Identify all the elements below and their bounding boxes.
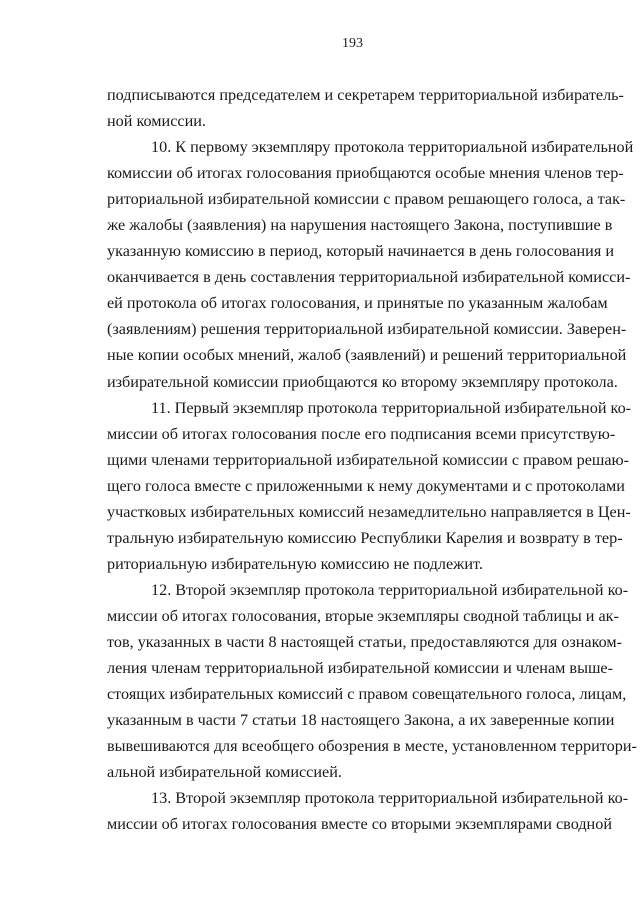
text-line: щими членами территориальной избирательной комиссии с правом решаю- <box>107 450 630 469</box>
text-line: 13. Второй экземпляр протокола территориальной избирательной ко- <box>151 789 629 808</box>
text-line: миссии об итогах голосования, вторые экземпляры сводной таблицы и ак- <box>107 606 619 625</box>
text-line: миссии об итогах голосования вместе со вторыми экземплярами сводной <box>107 815 612 834</box>
paragraph-item-10 <box>107 134 634 394</box>
text-line: ей протокола об итогах голосования, и принятые по указанным жалобам <box>107 294 608 313</box>
text-line: участковых избирательных комиссий незамедлительно направляется в Цен- <box>107 502 631 521</box>
text-line: избирательной комиссии приобщаются ко второму экземпляру протокола. <box>107 372 618 391</box>
text-line: же жалобы (заявления) на нарушения настоящего Закона, поступившие в <box>107 216 613 235</box>
text-line: комиссии об итогах голосования приобщаются особые мнения членов тер- <box>107 164 624 183</box>
text-line: альной избирательной комиссией. <box>107 763 342 782</box>
text-line: миссии об итогах голосования после его подписания всеми присутствую- <box>107 424 616 443</box>
text-line: 12. Второй экземпляр протокола территориальной избирательной ко- <box>151 580 629 599</box>
text-line: оканчивается в день составления территориальной избирательной комисси- <box>107 268 631 287</box>
document-body <box>107 82 637 837</box>
text-line: тов, указанных в части 8 настоящей статьи, предоставляются для ознаком- <box>107 632 623 651</box>
paragraph-continuation <box>107 82 624 134</box>
text-line: подписываются председателем и секретарем территориальной избиратель- <box>107 86 624 104</box>
text-line: указанным в части 7 статьи 18 настоящего Закона, а их заверенные копии <box>107 711 615 730</box>
text-line: ной комиссии. <box>107 112 206 131</box>
text-line: ные копии особых мнений, жалоб (заявлений) и решений территориальной <box>107 346 627 365</box>
page-number: 193 <box>342 36 363 51</box>
text-line: тральную избирательную комиссию Республики Карелия и возврату в тер- <box>107 528 623 547</box>
text-line: ления членам территориальной избирательной комиссии и членам выше- <box>107 659 613 678</box>
paragraph-item-11 <box>107 395 632 577</box>
text-line: вывешиваются для всеобщего обозрения в месте, установленном территори- <box>107 737 637 756</box>
text-line: 10. К первому экземпляру протокола территориальной избирательной <box>151 138 634 157</box>
text-line: указанную комиссию в период, который начинается в день голосования и <box>107 242 615 261</box>
text-line: риториальную избирательную комиссию не подлежит. <box>107 554 483 573</box>
text-line: (заявлениям) решения территориальной избирательной комиссии. Заверен- <box>107 320 627 339</box>
text-line: щего голоса вместе с приложенными к нему документами и с протоколами <box>107 476 625 495</box>
paragraph-item-13 <box>107 785 629 837</box>
text-line: стоящих избирательных комиссий с правом совещательного голоса, лицам, <box>107 685 627 704</box>
text-line: 11. Первый экземпляр протокола территориальной избирательной ко- <box>151 398 632 417</box>
text-line: риториальной избирательной комиссии с правом решающего голоса, а так- <box>107 190 626 209</box>
paragraph-item-12 <box>107 577 637 785</box>
